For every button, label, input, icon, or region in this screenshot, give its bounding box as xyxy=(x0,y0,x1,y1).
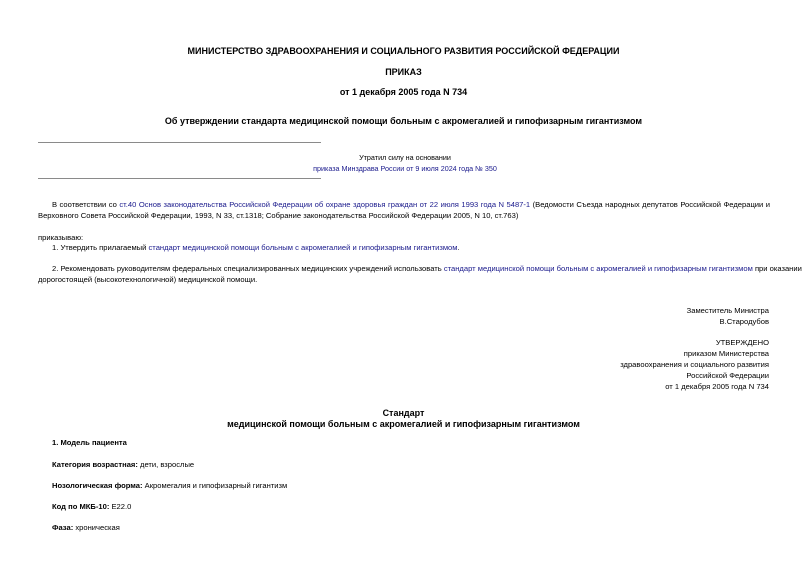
bottom-divider xyxy=(38,178,321,179)
approval-line-5: от 1 декабря 2005 года N 734 xyxy=(665,382,769,391)
ministry-heading: МИНИСТЕРСТВО ЗДРАВООХРАНЕНИЯ И СОЦИАЛЬНОГО РАЗВИТИЯ РОССИЙСКОЙ ФЕДЕРАЦИИ xyxy=(187,46,620,56)
approval-line-2: приказом Министерства xyxy=(683,349,769,358)
approval-line-1: УТВЕРЖДЕНО xyxy=(715,338,769,347)
item1-end: . xyxy=(457,243,460,252)
void-notice-link-row xyxy=(225,163,585,174)
law-link[interactable]: ст.40 Основ законодательства Российской Федерации об охране здоровья граждан от 22 июля 1993 года N 5487-1 xyxy=(119,200,531,209)
item2-end: при оказании xyxy=(752,264,802,273)
top-divider xyxy=(38,142,321,143)
void-notice-text: Утратил силу на основании xyxy=(359,153,451,162)
preamble-text: В соответствии со xyxy=(52,200,120,209)
signature-position: Заместитель Министра xyxy=(686,306,769,315)
order-date-number: от 1 декабря 2005 года N 734 xyxy=(339,87,468,97)
approval-line-3: здравоохранения и социального развития xyxy=(620,360,769,369)
age-category xyxy=(52,459,194,470)
item2-text: 2. Рекомендовать руководителям федеральных специализированных медицинских учреждений использовать xyxy=(52,264,444,273)
phase xyxy=(52,522,120,533)
standard-heading: Стандарт xyxy=(382,408,425,418)
order-item-2 xyxy=(38,263,802,285)
phase-label: Фаза: xyxy=(52,523,74,532)
standard-link-1[interactable]: стандарт медицинской помощи больным с акромегалией и гипофизарным гигантизмом xyxy=(148,243,458,252)
section-patient-model: 1. Модель пациента xyxy=(52,438,127,447)
standard-link-2[interactable]: стандарт медицинской помощи больным с акромегалией и гипофизарным гигантизмом xyxy=(443,264,753,273)
preamble xyxy=(38,199,770,221)
item1-text: 1. Утвердить прилагаемый xyxy=(52,243,149,252)
nosology-value: Акромегалия и гипофизарный гигантизм xyxy=(142,481,288,490)
phase-value: хроническая xyxy=(73,523,120,532)
void-order-link[interactable]: приказа Минздрава России от 9 июля 2024 года № 350 xyxy=(313,164,497,173)
icd-code xyxy=(52,501,131,512)
preamble-line-2: Верховного Совета Российской Федерации, 1993, N 33, ст.1318; Собрание законодательства Российской Федерации 2005, N 10, ст.763) xyxy=(38,211,519,220)
approval-line-4: Российской Федерации xyxy=(686,371,769,380)
signature-name: В.Стародубов xyxy=(719,317,769,326)
doc-type: ПРИКАЗ xyxy=(385,67,422,77)
age-value: дети, взрослые xyxy=(137,460,195,469)
icd-value: E22.0 xyxy=(109,502,132,511)
order-item-1 xyxy=(52,242,460,253)
preamble-text-2: (Ведомости Съезда народных депутатов Российской Федерации и xyxy=(530,200,770,209)
standard-subheading: медицинской помощи больным с акромегалией и гипофизарным гигантизмом xyxy=(227,419,580,429)
age-label: Категория возрастная: xyxy=(52,460,138,469)
order-title: Об утверждении стандарта медицинской помощи больным с акромегалией и гипофизарным гигантизмом xyxy=(164,116,643,126)
nosology-label: Нозологическая форма: xyxy=(52,481,143,490)
item2-line-2: дорогостоящей (высокотехнологичной) медицинской помощи. xyxy=(38,275,258,284)
nosology xyxy=(52,480,287,491)
order-word: приказываю: xyxy=(38,233,84,242)
icd-label: Код по МКБ-10: xyxy=(52,502,110,511)
